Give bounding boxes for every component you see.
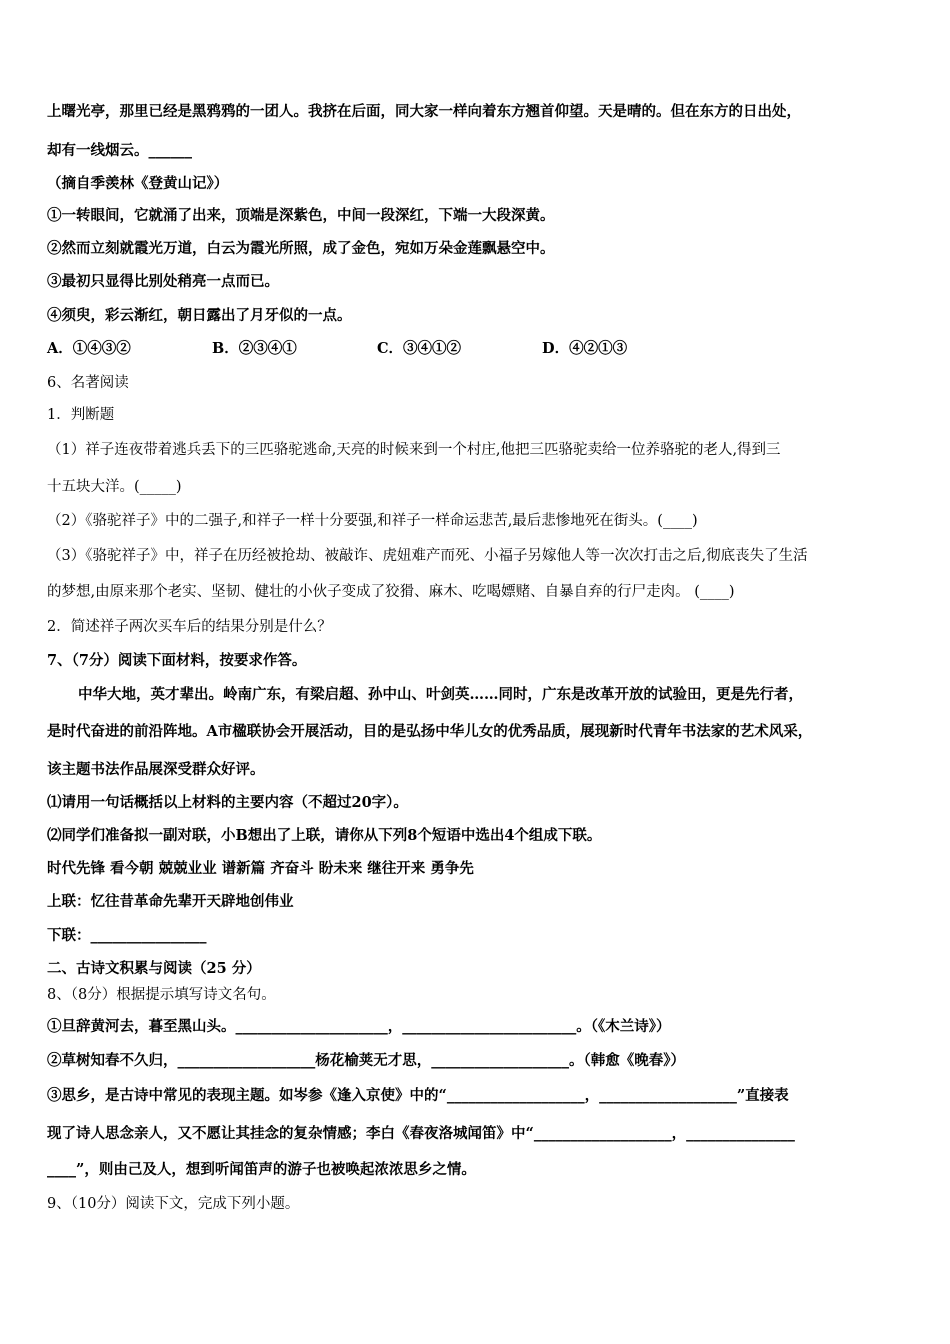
q7-phrase-list: 时代先锋 看今朝 兢兢业业 谱新篇 齐奋斗 盼未来 继往开来 勇争先 [47,860,474,877]
q5-item-2: ②然而立刻就霞光万道，白云为霞光所照，成了金色，宛如万朵金莲飘悬空中。 [47,240,555,257]
q7-task-1: ⑴请用一句话概括以上材料的主要内容（不超过20字）。 [47,794,408,811]
q6-judgement-1-line-1: （1）祥子连夜带着逃兵丢下的三匹骆驼逃命,天亮的时候来到一个村庄,他把三匹骆驼卖给一位养骆驼的老人,得到三 [47,442,781,458]
q6-title: 6、名著阅读 [47,375,129,391]
q5-option-c: C．③④①② [377,340,462,357]
q5-item-4: ④须臾，彩云渐红，朝日露出了月牙似的一点。 [47,307,352,324]
q6-judgement-3-line-1: （3）《骆驼祥子》中，祥子在历经被抢劫、被敲诈、虎妞难产而死、小福子另嫁他人等一次次打击之后,彻底丧失了生活 [47,548,808,564]
q7-passage-line-2: 是时代奋进的前沿阵地。A市楹联协会开展活动，目的是弘扬中华儿女的优秀品质，展现新时代青年书法家的艺术风采， [47,723,813,740]
q8-item-3-line-1: ③思乡，是古诗中常见的表现主题。如岑参《逢入京使》中的“___________________，___________________”直接表 [47,1087,789,1104]
q7-title: 7、（7分）阅读下面材料，按要求作答。 [47,652,307,669]
q7-passage-line-1: 中华大地，英才辈出。岭南广东，有梁启超、孙中山、叶剑英……同时，广东是改革开放的试验田，更是先行者， [78,686,803,703]
q8-title: 8、（8分）根据提示填写诗文名句。 [47,987,276,1003]
q6-judgement-2: （2）《骆驼祥子》中的二强子,和祥子一样十分要强,和祥子一样命运悲苦,最后悲惨地死在街头。(____) [47,513,698,529]
q8-item-3-line-2: 现了诗人思念亲人，又不愿让其挂念的复杂情感；李白《春夜洛城闻笛》中“___________________，_______________ [47,1125,795,1142]
q6-judgement-1-line-2: 十五块大洋。(_____) [47,479,182,495]
q8-item-1: ①旦辞黄河去，暮至黑山头。_____________________，________________________。（《木兰诗》） [47,1018,671,1035]
q6-subheading-judgement: 1．判断题 [47,407,115,423]
q5-passage-line-2: 却有一线烟云。______ [47,142,192,159]
q8-item-3-line-3: ____”，则由己及人，想到听闻笛声的游子也被唤起浓浓思乡之情。 [47,1161,476,1178]
q7-upper-couplet: 上联：忆往昔革命先辈开天辟地创伟业 [47,893,294,910]
q5-option-b: B．②③④① [212,340,297,357]
q7-task-2: ⑵同学们准备拟一副对联，小B想出了上联，请你从下列8个短语中选出4个组成下联。 [47,827,602,844]
q8-item-2: ②草树知春不久归，___________________杨花榆荚无才思，___________________。（韩愈《晚春》） [47,1052,685,1069]
q5-item-3: ③最初只显得比别处稍亮一点而已。 [47,273,279,290]
section-2-heading: 二、古诗文积累与阅读（25 分） [47,960,261,977]
q9-title: 9、（10分）阅读下文，完成下列小题。 [47,1196,300,1212]
q5-item-1: ①一转眼间，它就涌了出来，顶端是深紫色，中间一段深红，下端一大段深黄。 [47,207,555,224]
q5-option-d: D．④②①③ [542,340,628,357]
q5-option-a: A．①④③② [47,340,131,357]
q6-judgement-3-line-2: 的梦想,由原来那个老实、坚韧、健壮的小伙子变成了狡猾、麻木、吃喝嫖赌、自暴自弃的行尸走肉。 (____) [47,584,735,600]
q6-subheading-short-answer: 2．简述祥子两次买车后的结果分别是什么？ [47,619,332,635]
q7-passage-line-3: 该主题书法作品展深受群众好评。 [47,761,265,778]
q7-lower-couplet: 下联：________________ [47,927,207,944]
q5-source: （摘自季羡林《登黄山记》） [47,175,229,192]
q5-passage-line-1: 上曙光亭，那里已经是黑鸦鸦的一团人。我挤在后面，同大家一样向着东方翘首仰望。天是晴的。但在东方的日出处， [47,103,801,120]
